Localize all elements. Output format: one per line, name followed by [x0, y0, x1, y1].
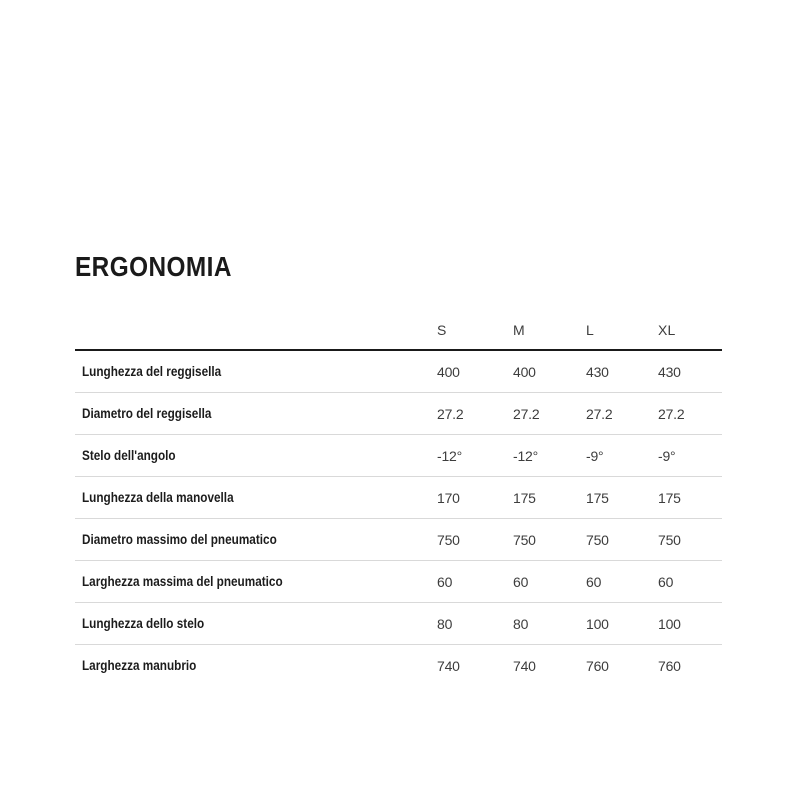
row-value-l: 175 — [586, 489, 609, 506]
row-value-l: 60 — [586, 573, 602, 590]
row-value-m: 27.2 — [513, 405, 540, 422]
row-value-s: 60 — [437, 573, 453, 590]
table-header-row — [75, 283, 722, 351]
row-value-m: 750 — [513, 531, 536, 548]
row-value-m: 740 — [513, 658, 536, 674]
row-value-xl: 27.2 — [658, 405, 685, 422]
ergonomics-spec-table — [75, 283, 722, 687]
table-row — [75, 645, 722, 687]
column-header-m: M — [513, 322, 525, 338]
row-value-xl: 175 — [658, 489, 681, 506]
row-value-l: 100 — [586, 615, 609, 632]
row-value-s: 740 — [437, 658, 460, 674]
row-label-text: Lunghezza dello stelo — [82, 614, 205, 631]
row-value-xl: 100 — [658, 615, 681, 632]
row-label — [75, 573, 437, 591]
row-label — [75, 531, 437, 549]
row-value-l: 430 — [586, 363, 609, 380]
row-label-text: Lunghezza del reggisella — [82, 362, 222, 379]
column-header-l: L — [586, 322, 594, 338]
row-value-l: 27.2 — [586, 405, 613, 422]
row-label-text: Diametro del reggisella — [82, 404, 212, 421]
row-label — [75, 615, 437, 633]
table-row — [75, 393, 722, 435]
row-value-m: 60 — [513, 573, 529, 590]
row-value-s: 170 — [437, 489, 460, 506]
table-row — [75, 519, 722, 561]
row-value-s: 80 — [437, 615, 453, 632]
row-value-s: 400 — [437, 363, 460, 380]
table-row — [75, 561, 722, 603]
row-value-s: 750 — [437, 531, 460, 548]
table-row — [75, 603, 722, 645]
row-value-m: 175 — [513, 489, 536, 506]
row-value-xl: 750 — [658, 531, 681, 548]
row-label-text: Larghezza manubrio — [82, 657, 197, 673]
row-label — [75, 489, 437, 507]
row-value-xl: 760 — [658, 658, 681, 674]
row-label — [75, 447, 437, 465]
row-value-m: 80 — [513, 615, 529, 632]
row-value-xl: 60 — [658, 573, 674, 590]
row-value-s: -12° — [437, 447, 463, 464]
table-body — [75, 351, 722, 687]
row-label-text: Larghezza massima del pneumatico — [82, 572, 283, 589]
row-label-text: Lunghezza della manovella — [82, 488, 234, 505]
row-value-xl: 430 — [658, 363, 681, 380]
row-value-xl: -9° — [658, 447, 676, 464]
row-label-text: Diametro massimo del pneumatico — [82, 530, 277, 547]
page-title: ERGONOMIA — [75, 251, 232, 282]
row-value-s: 27.2 — [437, 405, 464, 422]
table-row — [75, 351, 722, 393]
column-header-s: S — [437, 322, 447, 338]
row-label-text: Stelo dell'angolo — [82, 446, 176, 463]
row-label — [75, 405, 437, 423]
row-value-l: 750 — [586, 531, 609, 548]
row-label — [75, 363, 437, 381]
row-label — [75, 657, 437, 675]
row-value-m: -12° — [513, 447, 539, 464]
row-value-l: -9° — [586, 447, 604, 464]
column-header-xl: XL — [658, 322, 676, 338]
row-value-m: 400 — [513, 363, 536, 380]
table-row — [75, 435, 722, 477]
table-row — [75, 477, 722, 519]
row-value-l: 760 — [586, 658, 609, 674]
